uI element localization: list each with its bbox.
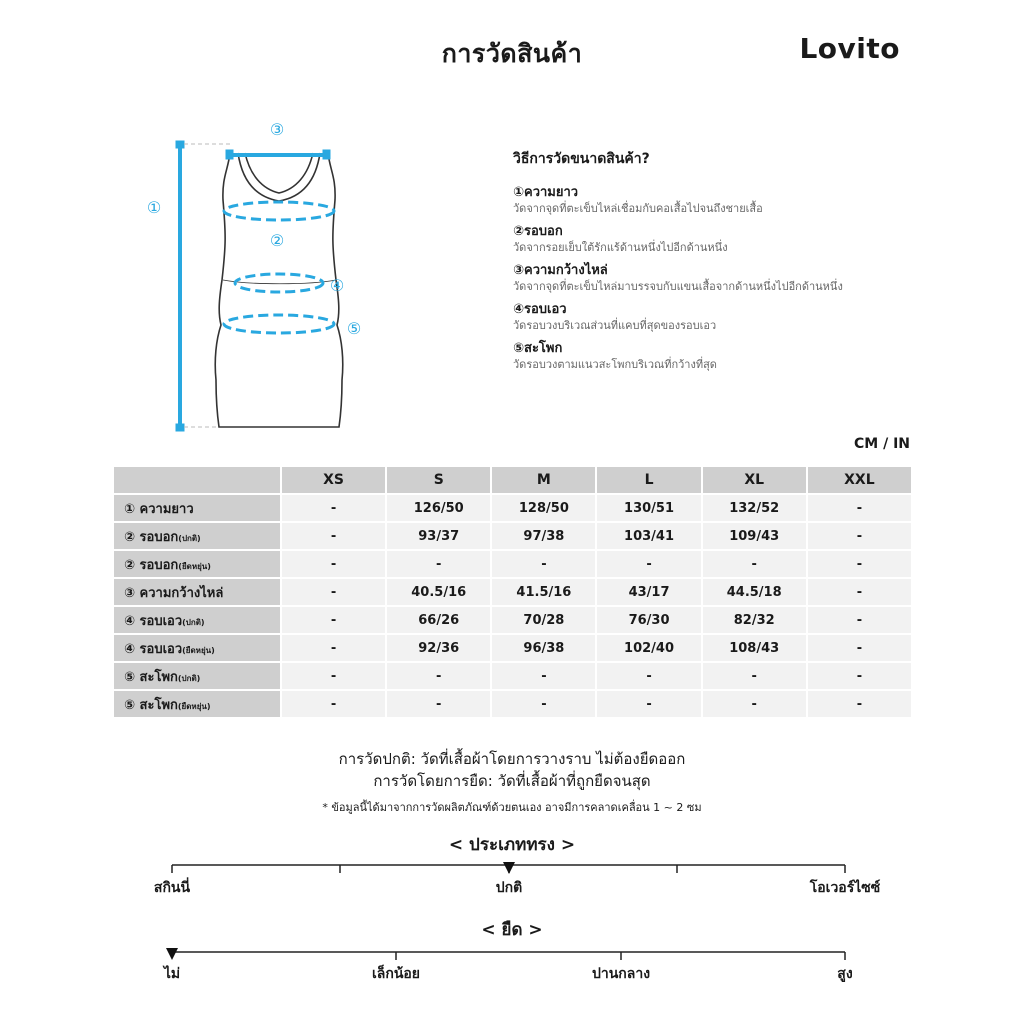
table-row [114, 551, 911, 577]
table-cell: - [703, 691, 806, 717]
step-number: ⑤ [513, 341, 525, 356]
step-number: ③ [513, 263, 525, 278]
table-cell: - [808, 607, 911, 633]
measure-lines [176, 141, 334, 431]
row-name: รอบเอว [139, 641, 183, 657]
row-name: รอบอก [139, 557, 179, 573]
row-name: ความกว้างไหล่ [139, 585, 224, 601]
table-row [114, 495, 911, 521]
table-cell: - [808, 691, 911, 717]
note-stretch: การวัดโดยการยืด: วัดที่เสื้อผ้าที่ถูกยืดจนสุด [373, 772, 651, 790]
fit-label-oversize: โอเวอร์ไซซ์ [809, 880, 881, 896]
unit-label: CM / IN [854, 436, 910, 452]
step-description: วัดจากจุดที่ตะเข็บไหล่เชื่อมกับคอเสื้อไปจนถึงชายเสื้อ [513, 202, 763, 215]
table-cell: - [387, 663, 490, 689]
table-cell: 43/17 [597, 579, 700, 605]
step-waist [513, 301, 913, 334]
table-cell: 102/40 [597, 635, 700, 661]
row-qualifier: (ปกติ) [178, 533, 201, 543]
table-row [114, 691, 911, 717]
marker-waist: ④ [329, 276, 345, 295]
table-cell: 70/28 [492, 607, 595, 633]
step-name: รอบอก [524, 224, 563, 239]
stretch-label-slight: เล็กน้อย [371, 966, 421, 982]
step-bust [513, 223, 913, 256]
row-name: รอบเอว [139, 613, 183, 629]
how-to-measure [513, 148, 913, 379]
row-label [114, 663, 280, 689]
table-cell: - [808, 523, 911, 549]
row-label [114, 579, 280, 605]
table-cell: 92/36 [387, 635, 490, 661]
table-row [114, 523, 911, 549]
step-name: รอบเอว [524, 302, 567, 317]
fit-scale-track [0, 855, 1024, 879]
row-name: รอบอก [139, 529, 179, 545]
row-number: ② [124, 557, 136, 573]
table-cell: 132/52 [703, 495, 806, 521]
table-cell: - [703, 663, 806, 689]
table-cell: - [282, 635, 385, 661]
step-shoulder [513, 262, 913, 295]
size-header: XS [282, 467, 385, 493]
table-cell: - [808, 551, 911, 577]
step-hip [513, 340, 913, 373]
note-normal: การวัดปกติ: วัดที่เสื้อผ้าโดยการวางราบ ไม่ต้องยืดออก [338, 750, 686, 768]
table-cell: 40.5/16 [387, 579, 490, 605]
step-number: ① [513, 185, 525, 200]
row-label [114, 691, 280, 717]
row-number: ⑤ [124, 669, 136, 685]
row-label [114, 523, 280, 549]
stretch-scale-title: < ยืด > [481, 920, 543, 940]
table-row [114, 635, 911, 661]
row-name: ความยาว [139, 501, 194, 517]
table-cell: 41.5/16 [492, 579, 595, 605]
table-cell: - [282, 691, 385, 717]
row-number: ⑤ [124, 697, 136, 713]
table-cell: - [282, 663, 385, 689]
row-number: ④ [124, 613, 136, 629]
size-header: XXL [808, 467, 911, 493]
table-cell: - [282, 579, 385, 605]
marker-shoulder: ③ [269, 120, 285, 139]
step-description: วัดจากจุดที่ตะเข็บไหล่มาบรรจบกับแขนเสื้อจากด้านหนึ่งไปอีกด้านหนึ่ง [513, 280, 843, 293]
stretch-label-high: สูง [837, 966, 853, 982]
fit-label-regular: ปกติ [495, 880, 523, 896]
step-number: ④ [513, 302, 525, 317]
table-row [114, 579, 911, 605]
stretch-selected-marker [166, 948, 178, 960]
marker-bust: ② [269, 231, 285, 250]
table-cell: - [387, 691, 490, 717]
table-cell: 96/38 [492, 635, 595, 661]
row-qualifier: (ยืดหยุ่น) [178, 561, 211, 571]
table-cell: - [282, 495, 385, 521]
row-label [114, 635, 280, 661]
size-header: M [492, 467, 595, 493]
table-cell: - [597, 691, 700, 717]
table-cell: 108/43 [703, 635, 806, 661]
step-name: สะโพก [524, 341, 563, 356]
table-cell: 103/41 [597, 523, 700, 549]
row-qualifier: (ยืดหยุ่น) [177, 701, 211, 711]
row-name: สะโพก [139, 697, 178, 713]
table-cell: 93/37 [387, 523, 490, 549]
dress-measurement-figure [130, 115, 370, 440]
note-disclaimer: * ข้อมูลนี้ได้มาจากการวัดผลิตภัณฑ์ด้วยตนเอง อาจมีการคลาดเคลื่อน 1 ~ 2 ซม [322, 801, 702, 814]
row-label [114, 607, 280, 633]
size-chart-table [112, 465, 913, 719]
table-cell: - [808, 635, 911, 661]
fit-selected-marker [503, 862, 515, 874]
table-cell: - [282, 551, 385, 577]
table-cell: 44.5/18 [703, 579, 806, 605]
row-number: ③ [124, 585, 136, 601]
table-row [114, 607, 911, 633]
row-label [114, 495, 280, 521]
table-cell: 82/32 [703, 607, 806, 633]
row-qualifier: (ปกติ) [177, 673, 201, 683]
row-qualifier: (ยืดหยุ่น) [182, 645, 215, 655]
table-cell: 76/30 [597, 607, 700, 633]
size-header: XL [703, 467, 806, 493]
table-cell: - [597, 551, 700, 577]
howto-heading: วิธีการวัดขนาดสินค้า? [513, 151, 650, 167]
table-cell: - [492, 691, 595, 717]
table-cell: - [282, 607, 385, 633]
size-header: L [597, 467, 700, 493]
row-label [114, 551, 280, 577]
table-cell: 66/26 [387, 607, 490, 633]
table-cell: 128/50 [492, 495, 595, 521]
table-cell: - [492, 551, 595, 577]
table-cell: 126/50 [387, 495, 490, 521]
table-cell: - [387, 551, 490, 577]
step-name: ความกว้างไหล่ [524, 263, 608, 278]
step-description: วัดรอบวงบริเวณส่วนที่แคบที่สุดของรอบเอว [513, 319, 717, 332]
table-header-row [114, 467, 911, 493]
page-title: การวัดสินค้า [441, 39, 583, 68]
row-qualifier: (ปกติ) [182, 617, 205, 627]
table-cell: 97/38 [492, 523, 595, 549]
row-number: ① [124, 501, 136, 517]
step-description: วัดจากรอยเย็บใต้รักแร้ด้านหนึ่งไปอีกด้านหนึ่ง [513, 241, 728, 254]
measurement-notes [0, 748, 1024, 816]
table-row [114, 663, 911, 689]
step-name: ความยาว [524, 185, 579, 200]
table-cell: - [703, 551, 806, 577]
stretch-label-none: ไม่ [163, 966, 181, 982]
table-cell: - [808, 663, 911, 689]
table-cell: 130/51 [597, 495, 700, 521]
table-cell: 109/43 [703, 523, 806, 549]
table-corner [114, 467, 280, 493]
row-number: ② [124, 529, 136, 545]
table-cell: - [492, 663, 595, 689]
stretch-scale-track [0, 942, 1024, 966]
row-number: ④ [124, 641, 136, 657]
table-cell: - [808, 495, 911, 521]
table-cell: - [597, 663, 700, 689]
size-header: S [387, 467, 490, 493]
step-length [513, 184, 913, 217]
step-number: ② [513, 224, 525, 239]
fit-scale-title: < ประเภททรง > [448, 835, 576, 855]
row-name: สะโพก [139, 669, 178, 685]
table-cell: - [282, 523, 385, 549]
stretch-label-medium: ปานกลาง [591, 966, 651, 982]
fit-label-skinny: สกินนี่ [153, 880, 191, 896]
marker-hip: ⑤ [346, 319, 362, 338]
marker-length: ① [146, 198, 162, 217]
brand-logo: Lovito [799, 32, 900, 65]
table-cell: - [808, 579, 911, 605]
step-description: วัดรอบวงตามแนวสะโพกบริเวณที่กว้างที่สุด [513, 358, 717, 371]
dress-outline [215, 153, 343, 427]
